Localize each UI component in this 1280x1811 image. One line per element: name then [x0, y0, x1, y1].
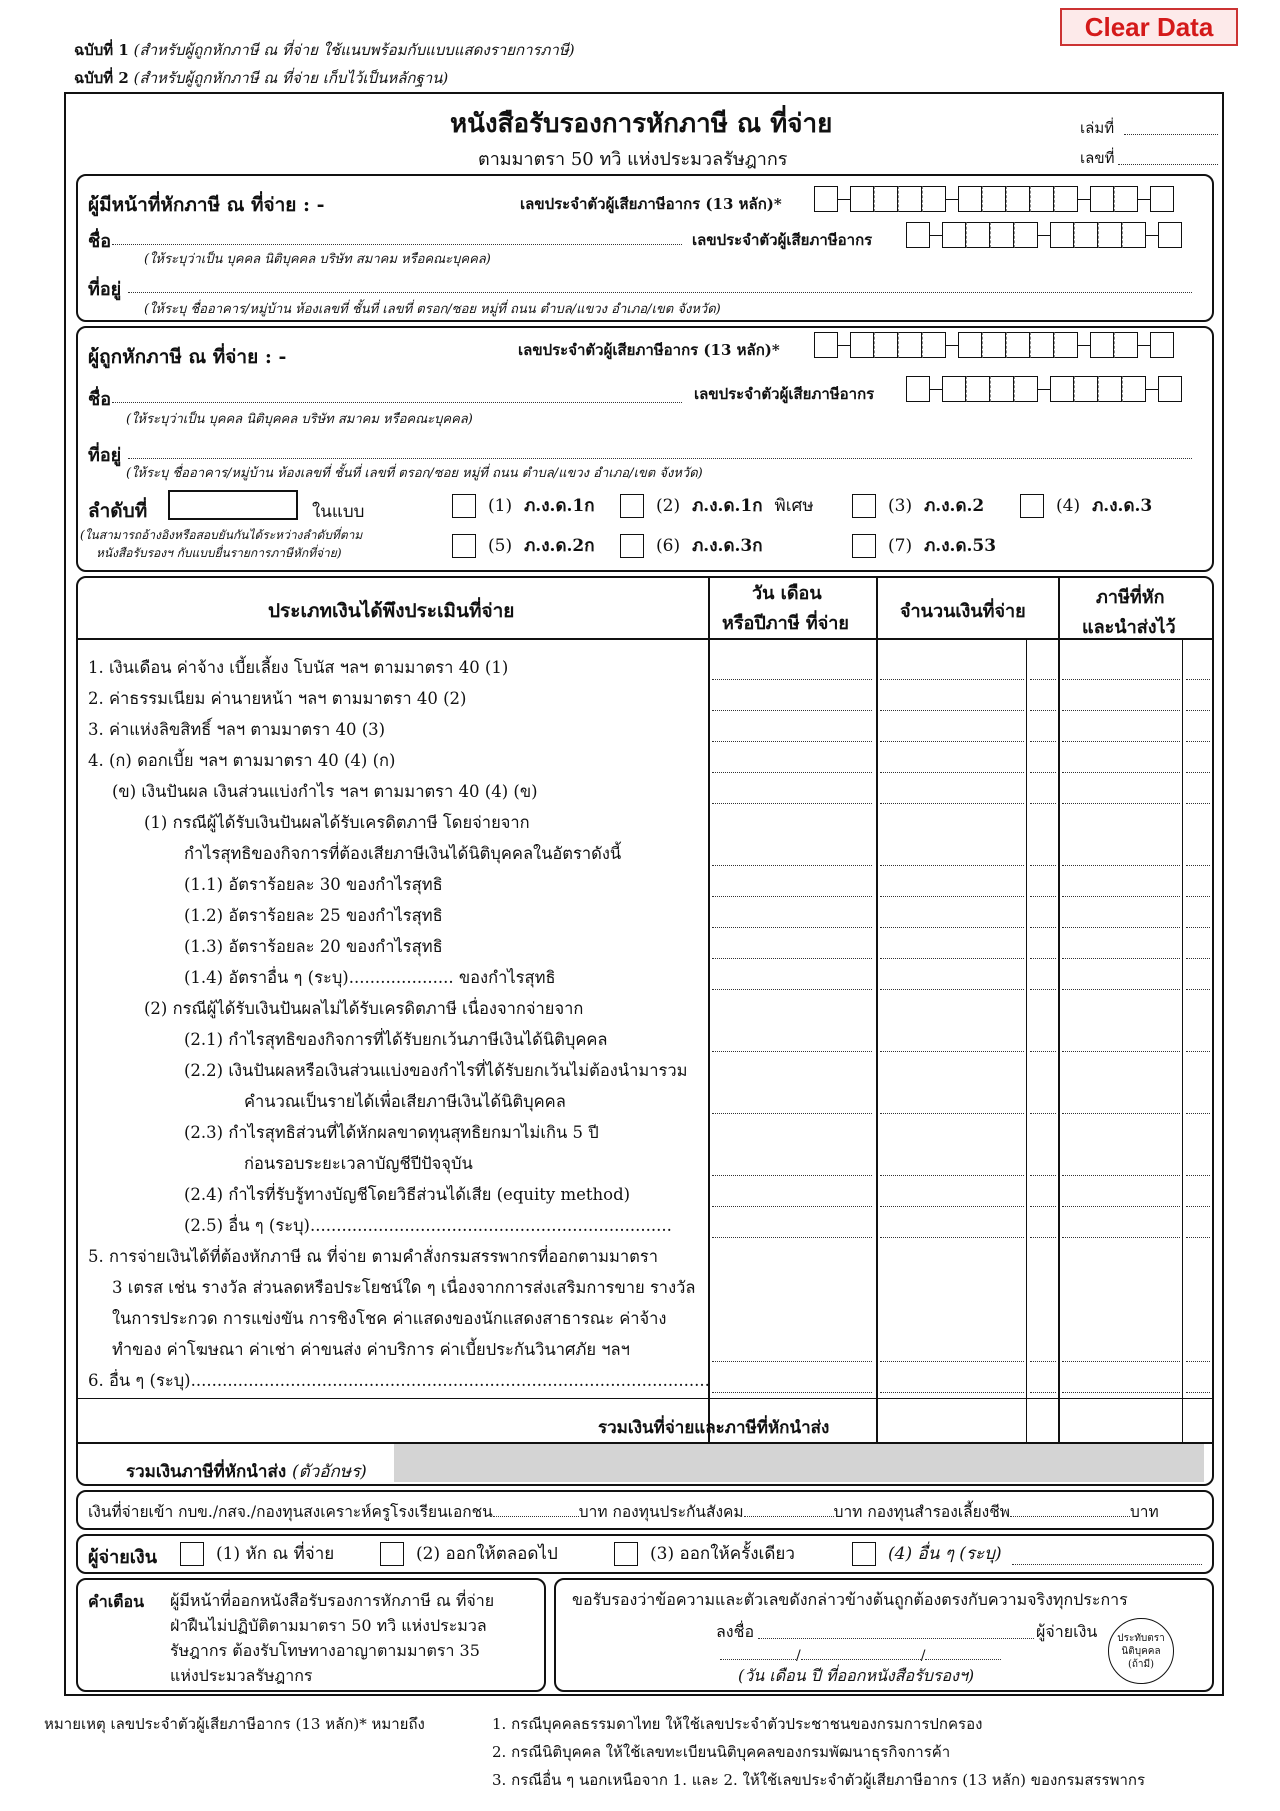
income-row-15-tax-satang-field[interactable]	[1186, 1113, 1210, 1114]
income-row-15-tax-field[interactable]	[1062, 1113, 1180, 1114]
form-option-2-name: ภ.ง.ด.1ก	[692, 496, 763, 516]
date-fields[interactable]: / /	[720, 1648, 1001, 1664]
income-row-4-tax-satang-field[interactable]	[1186, 772, 1210, 773]
income-row-6-label: (1) กรณีผู้ได้รับเงินปันผลได้รับเครดิตภาษี โดยจ่ายจาก	[144, 813, 530, 832]
form-option-6-checkbox[interactable]	[620, 534, 644, 558]
payee-address-label: ที่อยู่	[88, 445, 122, 466]
income-row-2-date-field[interactable]	[712, 710, 872, 711]
income-row-9-tax-field[interactable]	[1062, 927, 1180, 928]
income-row-11-amount-field[interactable]	[880, 989, 1024, 990]
warning-text	[170, 1588, 494, 1688]
doc-no-label: เลขที่	[1080, 149, 1115, 167]
col-divider-tax-satang	[1182, 640, 1183, 1442]
col-divider-date	[708, 578, 710, 1442]
income-row-2-tax-field[interactable]	[1062, 710, 1180, 711]
income-row-19-date-field[interactable]	[712, 1237, 872, 1238]
income-row-8-amount-satang-field[interactable]	[1030, 896, 1056, 897]
income-row-1-label: 1. เงินเดือน ค่าจ้าง เบี้ยเลี้ยง โบนัส ฯลฯ ตามมาตรา 40 (1)	[88, 658, 509, 677]
seal-text-2: นิติบุคคล	[1121, 1645, 1161, 1657]
income-row-9-date-field[interactable]	[712, 927, 872, 928]
note-item-3: 3. กรณีอื่น ๆ นอกเหนือจาก 1. และ 2. ให้ใช้เลขประจำตัวผู้เสียภาษีอากร (13 หลัก) ของกรมสรรพากร	[492, 1771, 1146, 1789]
form-option-1-num: (1)	[488, 495, 513, 516]
income-row-17-label: ก่อนรอบระยะเวลาบัญชีปีปัจจุบัน	[244, 1154, 473, 1173]
income-row-3-label: 3. ค่าแห่งลิขสิทธิ์ ฯลฯ ตามมาตรา 40 (3)	[88, 720, 386, 739]
certify-text: ขอรับรองว่าข้อความและตัวเลขดังกล่าวข้างต้นถูกต้องตรงกับความจริงทุกประการ	[572, 1590, 1128, 1609]
income-row-20-label: 5. การจ่ายเงินได้ที่ต้องหักภาษี ณ ที่จ่าย ตามคำสั่งกรมสรรพากรที่ออกตามมาตรา	[88, 1247, 658, 1266]
income-row-17-amount-field[interactable]	[880, 1175, 1024, 1176]
income-row-9-amount-satang-field[interactable]	[1030, 927, 1056, 928]
form-option-2-suffix: พิเศษ	[774, 496, 814, 516]
income-row-10-date-field[interactable]	[712, 958, 872, 959]
total-label: รวมเงินที่จ่ายและภาษีที่หักนำส่ง	[598, 1418, 830, 1438]
income-row-8-date-field[interactable]	[712, 896, 872, 897]
seal-text-3: (ถ้ามี)	[1127, 1658, 1155, 1670]
income-row-19-amount-satang-field[interactable]	[1030, 1237, 1056, 1238]
income-row-7-amount-field[interactable]	[880, 865, 1024, 866]
payer-address-field[interactable]	[128, 292, 1192, 293]
form-option-5-name: ภ.ง.ด.2ก	[524, 536, 595, 556]
total-words-label-text: รวมเงินภาษีที่หักนำส่ง	[126, 1462, 287, 1482]
payer-method-option-1-checkbox[interactable]	[180, 1542, 204, 1566]
total-amount-field[interactable]	[878, 1400, 1024, 1440]
form-option-1-checkbox[interactable]	[452, 494, 476, 518]
income-row-7-amount-satang-field[interactable]	[1030, 865, 1056, 866]
income-row-19-label: (2.5) อื่น ๆ (ระบุ).....................................................................	[184, 1216, 672, 1235]
payer-address-hint: (ให้ระบุ ชื่ออาคาร/หมู่บ้าน ห้องเลขที่ ชั้นที่ เลขที่ ตรอก/ซอย หมู่ที่ ถนน ตำบล/แขวง อำเภอ/เขต จังหวัด)	[144, 302, 721, 317]
income-row-7-date-field[interactable]	[712, 865, 872, 866]
income-row-8-tax-satang-field[interactable]	[1186, 896, 1210, 897]
payer-method-label: ผู้จ่ายเงิน	[88, 1547, 157, 1568]
payer-tin-boxes[interactable]	[906, 222, 1182, 248]
income-row-23-date-field[interactable]	[712, 1361, 872, 1362]
copy-2-note: (สำหรับผู้ถูกหักภาษี ณ ที่จ่าย เก็บไว้เป็นหลักฐาน)	[133, 69, 449, 87]
payee-tin-boxes[interactable]	[906, 376, 1182, 402]
copy-2-label: ฉบับที่ 2	[74, 69, 129, 87]
payee-address-field[interactable]	[128, 458, 1192, 459]
payer-method-option-2-label: (2) ออกให้ตลอดไป	[416, 1544, 558, 1564]
funds-social-field[interactable]	[744, 1516, 834, 1517]
col-divider-tax	[1058, 578, 1060, 1442]
payer-sign-label: ผู้จ่ายเงิน	[1036, 1622, 1098, 1641]
form-option-3-checkbox[interactable]	[852, 494, 876, 518]
form-subtitle: ตามมาตรา 50 ทวิ แห่งประมวลรัษฎากร	[478, 149, 788, 170]
col-amount-header: จำนวนเงินที่จ่าย	[900, 601, 1026, 622]
funds-text-social: บาท กองทุนประกันสังคม	[578, 1503, 744, 1521]
income-row-12-label: (2) กรณีผู้ได้รับเงินปันผลไม่ได้รับเครดิตภาษี เนื่องจากจ่ายจาก	[144, 999, 584, 1018]
copy-2-line	[74, 66, 448, 90]
note-item-2: 2. กรณีนิติบุคคล ให้ใช้เลขทะเบียนนิติบุคคลของกรมพัฒนาธุรกิจการค้า	[492, 1743, 951, 1761]
col-type-header: ประเภทเงินได้พึงประเมินที่จ่าย	[268, 600, 515, 622]
payer-method-option-4[interactable]	[852, 1540, 1002, 1567]
income-row-23-amount-satang-field[interactable]	[1030, 1361, 1056, 1362]
income-row-3-amount-satang-field[interactable]	[1030, 741, 1056, 742]
payer-tin13-label: เลขประจำตัวผู้เสียภาษีอากร (13 หลัก)*	[520, 195, 782, 213]
income-row-15-amount-satang-field[interactable]	[1030, 1113, 1056, 1114]
clear-data-button[interactable]: Clear Data	[1060, 8, 1238, 46]
seq-label: ลำดับที่	[88, 500, 148, 522]
form-title: หนังสือรับรองการหักภาษี ณ ที่จ่าย	[450, 109, 833, 139]
income-row-17-date-field[interactable]	[712, 1175, 872, 1176]
income-row-24-tax-field[interactable]	[1062, 1392, 1180, 1393]
payer-method-option-4-label: (4) อื่น ๆ (ระบุ)	[888, 1544, 1002, 1564]
income-row-2-amount-field[interactable]	[880, 710, 1024, 711]
note-item-1: 1. กรณีบุคคลธรรมดาไทย ให้ใช้เลขประจำตัวประชาชนของกรมการปกครอง	[492, 1715, 983, 1733]
form-option-5-checkbox[interactable]	[452, 534, 476, 558]
col-divider-amount-satang	[1026, 640, 1027, 1442]
income-row-1-tax-field[interactable]	[1062, 679, 1180, 680]
funds-text-provident: บาท กองทุนสำรองเลี้ยงชีพ	[833, 1503, 1010, 1521]
income-row-11-label: (1.4) อัตราอื่น ๆ (ระบุ).................... ของกำไรสุทธิ	[184, 968, 556, 987]
income-row-7-tax-field[interactable]	[1062, 865, 1180, 866]
income-row-11-tax-field[interactable]	[1062, 989, 1180, 990]
seq-hint-2: หนังสือรับรองฯ กับแบบยื่นรายการภาษีหักที่จ่าย)	[96, 546, 342, 560]
payer-tin13-boxes[interactable]	[814, 186, 1174, 212]
form-option-2[interactable]	[620, 492, 814, 519]
signature-field[interactable]	[758, 1638, 1034, 1639]
income-row-3-date-field[interactable]	[712, 741, 872, 742]
total-words-label	[126, 1458, 367, 1485]
total-words-hint: (ตัวอักษร)	[292, 1462, 367, 1482]
income-row-18-tax-field[interactable]	[1062, 1206, 1180, 1207]
form-option-4[interactable]	[1020, 492, 1152, 519]
income-row-15-label: คำนวณเป็นรายได้เพื่อเสียภาษีเงินได้นิติบุคคล	[244, 1092, 566, 1111]
form-option-2-checkbox[interactable]	[620, 494, 644, 518]
total-words-field[interactable]	[394, 1444, 1204, 1482]
income-row-18-amount-field[interactable]	[880, 1206, 1024, 1207]
payee-heading: ผู้ถูกหักภาษี ณ ที่จ่าย : -	[88, 346, 287, 368]
income-row-7-label: กำไรสุทธิของกิจการที่ต้องเสียภาษีเงินได้นิติบุคคลในอัตราดังนี้	[184, 844, 622, 863]
form-option-6-name: ภ.ง.ด.3ก	[692, 536, 763, 556]
income-row-21-label: 3 เตรส เช่น รางวัล ส่วนลดหรือประโยชน์ใด ๆ เนื่องจากการส่งเสริมการขาย รางวัล	[112, 1278, 696, 1297]
payee-address-hint: (ให้ระบุ ชื่ออาคาร/หมู่บ้าน ห้องเลขที่ ชั้นที่ เลขที่ ตรอก/ซอย หมู่ที่ ถนน ตำบล/แขวง อำเภอ/เขต จังหวัด)	[126, 466, 703, 481]
income-row-4-date-field[interactable]	[712, 772, 872, 773]
funds-text-gbk: เงินที่จ่ายเข้า กบข./กสจ./กองทุนสงเคราะห์ครูโรงเรียนเอกชน	[88, 1503, 493, 1521]
payee-name-hint: (ให้ระบุว่าเป็น บุคคล นิติบุคคล บริษัท สมาคม หรือคณะบุคคล)	[126, 412, 473, 427]
sign-label: ลงชื่อ	[716, 1622, 755, 1641]
income-row-13-tax-satang-field[interactable]	[1186, 1051, 1210, 1052]
income-row-9-tax-satang-field[interactable]	[1186, 927, 1210, 928]
income-row-18-label: (2.4) กำไรที่รับรู้ทางบัญชีโดยวิธีส่วนได้เสีย (equity method)	[184, 1185, 631, 1204]
payer-method-option-3-checkbox[interactable]	[614, 1542, 638, 1566]
income-row-18-amount-satang-field[interactable]	[1030, 1206, 1056, 1207]
income-row-17-tax-satang-field[interactable]	[1186, 1175, 1210, 1176]
payer-method-option-3[interactable]	[614, 1540, 795, 1567]
income-row-4-amount-satang-field[interactable]	[1030, 772, 1056, 773]
form-option-6[interactable]	[620, 532, 763, 559]
total-row-divider	[78, 1398, 1212, 1399]
income-row-15-amount-field[interactable]	[880, 1113, 1024, 1114]
income-row-5-date-field[interactable]	[712, 803, 872, 804]
income-row-1-date-field[interactable]	[712, 679, 872, 680]
seq-in-form-label: ในแบบ	[312, 502, 365, 522]
form-option-3-num: (3)	[888, 495, 913, 516]
payer-method-other-field[interactable]	[1012, 1564, 1202, 1565]
income-row-23-tax-field[interactable]	[1062, 1361, 1180, 1362]
form-option-1[interactable]	[452, 492, 595, 519]
date-hint: (วัน เดือน ปี ที่ออกหนังสือรับรองฯ)	[738, 1666, 975, 1685]
payee-name-field[interactable]	[112, 402, 682, 403]
income-row-5-amount-field[interactable]	[880, 803, 1024, 804]
income-row-10-tax-field[interactable]	[1062, 958, 1180, 959]
form-option-4-num: (4)	[1056, 495, 1081, 516]
payee-name-label: ชื่อ	[88, 389, 112, 410]
warning-line-3: รัษฎากร ต้องรับโทษทางอาญาตามมาตรา 35	[170, 1641, 480, 1660]
income-row-3-tax-satang-field[interactable]	[1186, 741, 1210, 742]
warning-line-1: ผู้มีหน้าที่ออกหนังสือรับรองการหักภาษี ณ ที่จ่าย	[170, 1591, 495, 1610]
col-date-header-2: หรือปีภาษี ที่จ่าย	[722, 613, 849, 634]
form-option-5-num: (5)	[488, 535, 513, 556]
col-tax-header-2: และนำส่งไว้	[1082, 617, 1176, 638]
income-row-24-tax-satang-field[interactable]	[1186, 1392, 1210, 1393]
income-row-4-label: 4. (ก) ดอกเบี้ย ฯลฯ ตามมาตรา 40 (4) (ก)	[88, 751, 396, 770]
income-row-19-tax-satang-field[interactable]	[1186, 1237, 1210, 1238]
warning-line-2: ฝ่าฝืนไม่ปฏิบัติตามมาตรา 50 ทวิ แห่งประมวล	[170, 1616, 487, 1635]
payer-method-option-4-checkbox[interactable]	[852, 1542, 876, 1566]
form-option-7-checkbox[interactable]	[852, 534, 876, 558]
total-tax-field[interactable]	[1060, 1400, 1180, 1440]
copy-1-line	[74, 38, 575, 62]
income-row-10-amount-field[interactable]	[880, 958, 1024, 959]
income-row-13-amount-satang-field[interactable]	[1030, 1051, 1056, 1052]
col-divider-amount	[876, 578, 878, 1442]
income-row-8-label: (1.1) อัตราร้อยละ 30 ของกำไรสุทธิ	[184, 875, 443, 894]
income-row-4-amount-field[interactable]	[880, 772, 1024, 773]
payer-method-option-1[interactable]	[180, 1540, 334, 1567]
income-row-10-label: (1.3) อัตราร้อยละ 20 ของกำไรสุทธิ	[184, 937, 443, 956]
income-row-8-amount-field[interactable]	[880, 896, 1024, 897]
form-option-2-num: (2)	[656, 495, 681, 516]
income-row-10-amount-satang-field[interactable]	[1030, 958, 1056, 959]
income-row-13-amount-field[interactable]	[880, 1051, 1024, 1052]
warning-line-4: แห่งประมวลรัษฎากร	[170, 1666, 313, 1685]
payer-method-option-2[interactable]	[380, 1540, 558, 1567]
doc-no-field[interactable]	[1118, 164, 1218, 165]
seq-input[interactable]	[168, 490, 298, 520]
income-row-3-tax-field[interactable]	[1062, 741, 1180, 742]
income-row-3-amount-field[interactable]	[880, 741, 1024, 742]
income-row-13-date-field[interactable]	[712, 1051, 872, 1052]
payer-name-hint: (ให้ระบุว่าเป็น บุคคล นิติบุคคล บริษัท สมาคม หรือคณะบุคคล)	[144, 252, 491, 267]
income-row-14-label: (2.2) เงินปันผลหรือเงินส่วนแบ่งของกำไรที่ได้รับยกเว้นไม่ต้องนำมารวม	[184, 1061, 688, 1080]
copy-1-note: (สำหรับผู้ถูกหักภาษี ณ ที่จ่าย ใช้แนบพร้อมกับแบบแสดงรายการภาษี)	[133, 41, 575, 59]
income-row-22-label: ในการประกวด การแข่งขัน การชิงโชค ค่าแสดงของนักแสดงสาธารณะ ค่าจ้าง	[112, 1309, 667, 1328]
copy-1-label: ฉบับที่ 1	[74, 41, 129, 59]
warning-label: คำเตือน	[88, 1592, 145, 1611]
income-row-15-date-field[interactable]	[712, 1113, 872, 1114]
income-row-18-date-field[interactable]	[712, 1206, 872, 1207]
funds-provident-field[interactable]	[1010, 1516, 1130, 1517]
funds-gbk-field[interactable]	[493, 1516, 579, 1517]
income-row-11-amount-satang-field[interactable]	[1030, 989, 1056, 990]
income-row-19-amount-field[interactable]	[880, 1237, 1024, 1238]
income-row-2-label: 2. ค่าธรรมเนียม ค่านายหน้า ฯลฯ ตามมาตรา 40 (2)	[88, 689, 467, 708]
income-row-18-tax-satang-field[interactable]	[1186, 1206, 1210, 1207]
income-row-5-amount-satang-field[interactable]	[1030, 803, 1056, 804]
payer-heading: ผู้มีหน้าที่หักภาษี ณ ที่จ่าย : -	[88, 194, 325, 216]
form-option-4-checkbox[interactable]	[1020, 494, 1044, 518]
funds-line	[88, 1499, 1159, 1524]
payer-tin-label: เลขประจำตัวผู้เสียภาษีอากร	[692, 231, 873, 249]
payer-name-field[interactable]	[112, 244, 682, 245]
income-row-1-amount-field[interactable]	[880, 679, 1024, 680]
table-header-divider	[78, 638, 1212, 640]
income-row-16-label: (2.3) กำไรสุทธิส่วนที่ได้หักผลขาดทุนสุทธิยกมาไม่เกิน 5 ปี	[184, 1123, 599, 1142]
book-no-field[interactable]	[1124, 134, 1218, 135]
income-row-10-tax-satang-field[interactable]	[1186, 958, 1210, 959]
income-row-5-tax-satang-field[interactable]	[1186, 803, 1210, 804]
form-option-4-name: ภ.ง.ด.3	[1092, 496, 1153, 516]
income-row-1-amount-satang-field[interactable]	[1030, 679, 1056, 680]
col-tax-header-1: ภาษีที่หัก	[1096, 587, 1165, 608]
form-option-3-name: ภ.ง.ด.2	[924, 496, 985, 516]
income-row-4-tax-field[interactable]	[1062, 772, 1180, 773]
income-row-23-amount-field[interactable]	[880, 1361, 1024, 1362]
income-row-11-tax-satang-field[interactable]	[1186, 989, 1210, 990]
payer-method-option-3-label: (3) ออกให้ครั้งเดียว	[650, 1544, 795, 1564]
income-row-7-tax-satang-field[interactable]	[1186, 865, 1210, 866]
seq-hint-1: (ในสามารถอ้างอิงหรือสอบยันกันได้ระหว่างลำดับที่ตาม	[80, 528, 363, 542]
seal-text-1: ประทับตรา	[1117, 1632, 1165, 1644]
income-row-24-date-field[interactable]	[712, 1392, 872, 1393]
income-row-2-amount-satang-field[interactable]	[1030, 710, 1056, 711]
income-row-24-amount-satang-field[interactable]	[1030, 1392, 1056, 1393]
payer-method-option-1-label: (1) หัก ณ ที่จ่าย	[216, 1544, 335, 1564]
income-row-1-tax-satang-field[interactable]	[1186, 679, 1210, 680]
form-option-7[interactable]	[852, 532, 996, 559]
income-row-8-tax-field[interactable]	[1062, 896, 1180, 897]
income-row-19-tax-field[interactable]	[1062, 1237, 1180, 1238]
income-row-23-label: ทำของ ค่าโฆษณา ค่าเช่า ค่าขนส่ง ค่าบริการ ค่าเบี้ยประกันวินาศภัย ฯลฯ	[112, 1340, 630, 1359]
income-row-13-tax-field[interactable]	[1062, 1051, 1180, 1052]
form-option-7-name: ภ.ง.ด.53	[924, 536, 997, 556]
income-row-24-label: 6. อื่น ๆ (ระบุ)...................................................................................................	[88, 1371, 710, 1390]
company-seal-circle	[1108, 1618, 1174, 1684]
income-row-24-amount-field[interactable]	[880, 1392, 1024, 1393]
form-option-1-name: ภ.ง.ด.1ก	[524, 496, 595, 516]
income-row-17-amount-satang-field[interactable]	[1030, 1175, 1056, 1176]
col-date-header-1: วัน เดือน	[752, 583, 822, 604]
income-row-5-tax-field[interactable]	[1062, 803, 1180, 804]
income-row-5-label: (ข) เงินปันผล เงินส่วนแบ่งกำไร ฯลฯ ตามมาตรา 40 (4) (ข)	[112, 782, 538, 801]
payee-tin13-boxes[interactable]	[814, 332, 1174, 358]
income-row-11-date-field[interactable]	[712, 989, 872, 990]
funds-text-baht: บาท	[1129, 1503, 1159, 1521]
income-row-17-tax-field[interactable]	[1062, 1175, 1180, 1176]
payee-tin13-label: เลขประจำตัวผู้เสียภาษีอากร (13 หลัก)*	[518, 341, 780, 359]
income-row-23-tax-satang-field[interactable]	[1186, 1361, 1210, 1362]
income-row-9-amount-field[interactable]	[880, 927, 1024, 928]
income-row-13-label: (2.1) กำไรสุทธิของกิจการที่ได้รับยกเว้นภาษีเงินได้นิติบุคคล	[184, 1030, 608, 1049]
form-option-6-num: (6)	[656, 535, 681, 556]
form-option-7-num: (7)	[888, 535, 913, 556]
payer-address-label: ที่อยู่	[88, 279, 122, 300]
payer-method-option-2-checkbox[interactable]	[380, 1542, 404, 1566]
notes-prefix: หมายเหตุ เลขประจำตัวผู้เสียภาษีอากร (13 หลัก)* หมายถึง	[44, 1715, 425, 1733]
income-row-9-label: (1.2) อัตราร้อยละ 25 ของกำไรสุทธิ	[184, 906, 443, 925]
form-option-3[interactable]	[852, 492, 984, 519]
payee-tin-label: เลขประจำตัวผู้เสียภาษีอากร	[694, 385, 875, 403]
book-no-label: เล่มที่	[1080, 119, 1115, 137]
form-option-5[interactable]	[452, 532, 595, 559]
payer-name-label: ชื่อ	[88, 231, 112, 252]
income-row-2-tax-satang-field[interactable]	[1186, 710, 1210, 711]
